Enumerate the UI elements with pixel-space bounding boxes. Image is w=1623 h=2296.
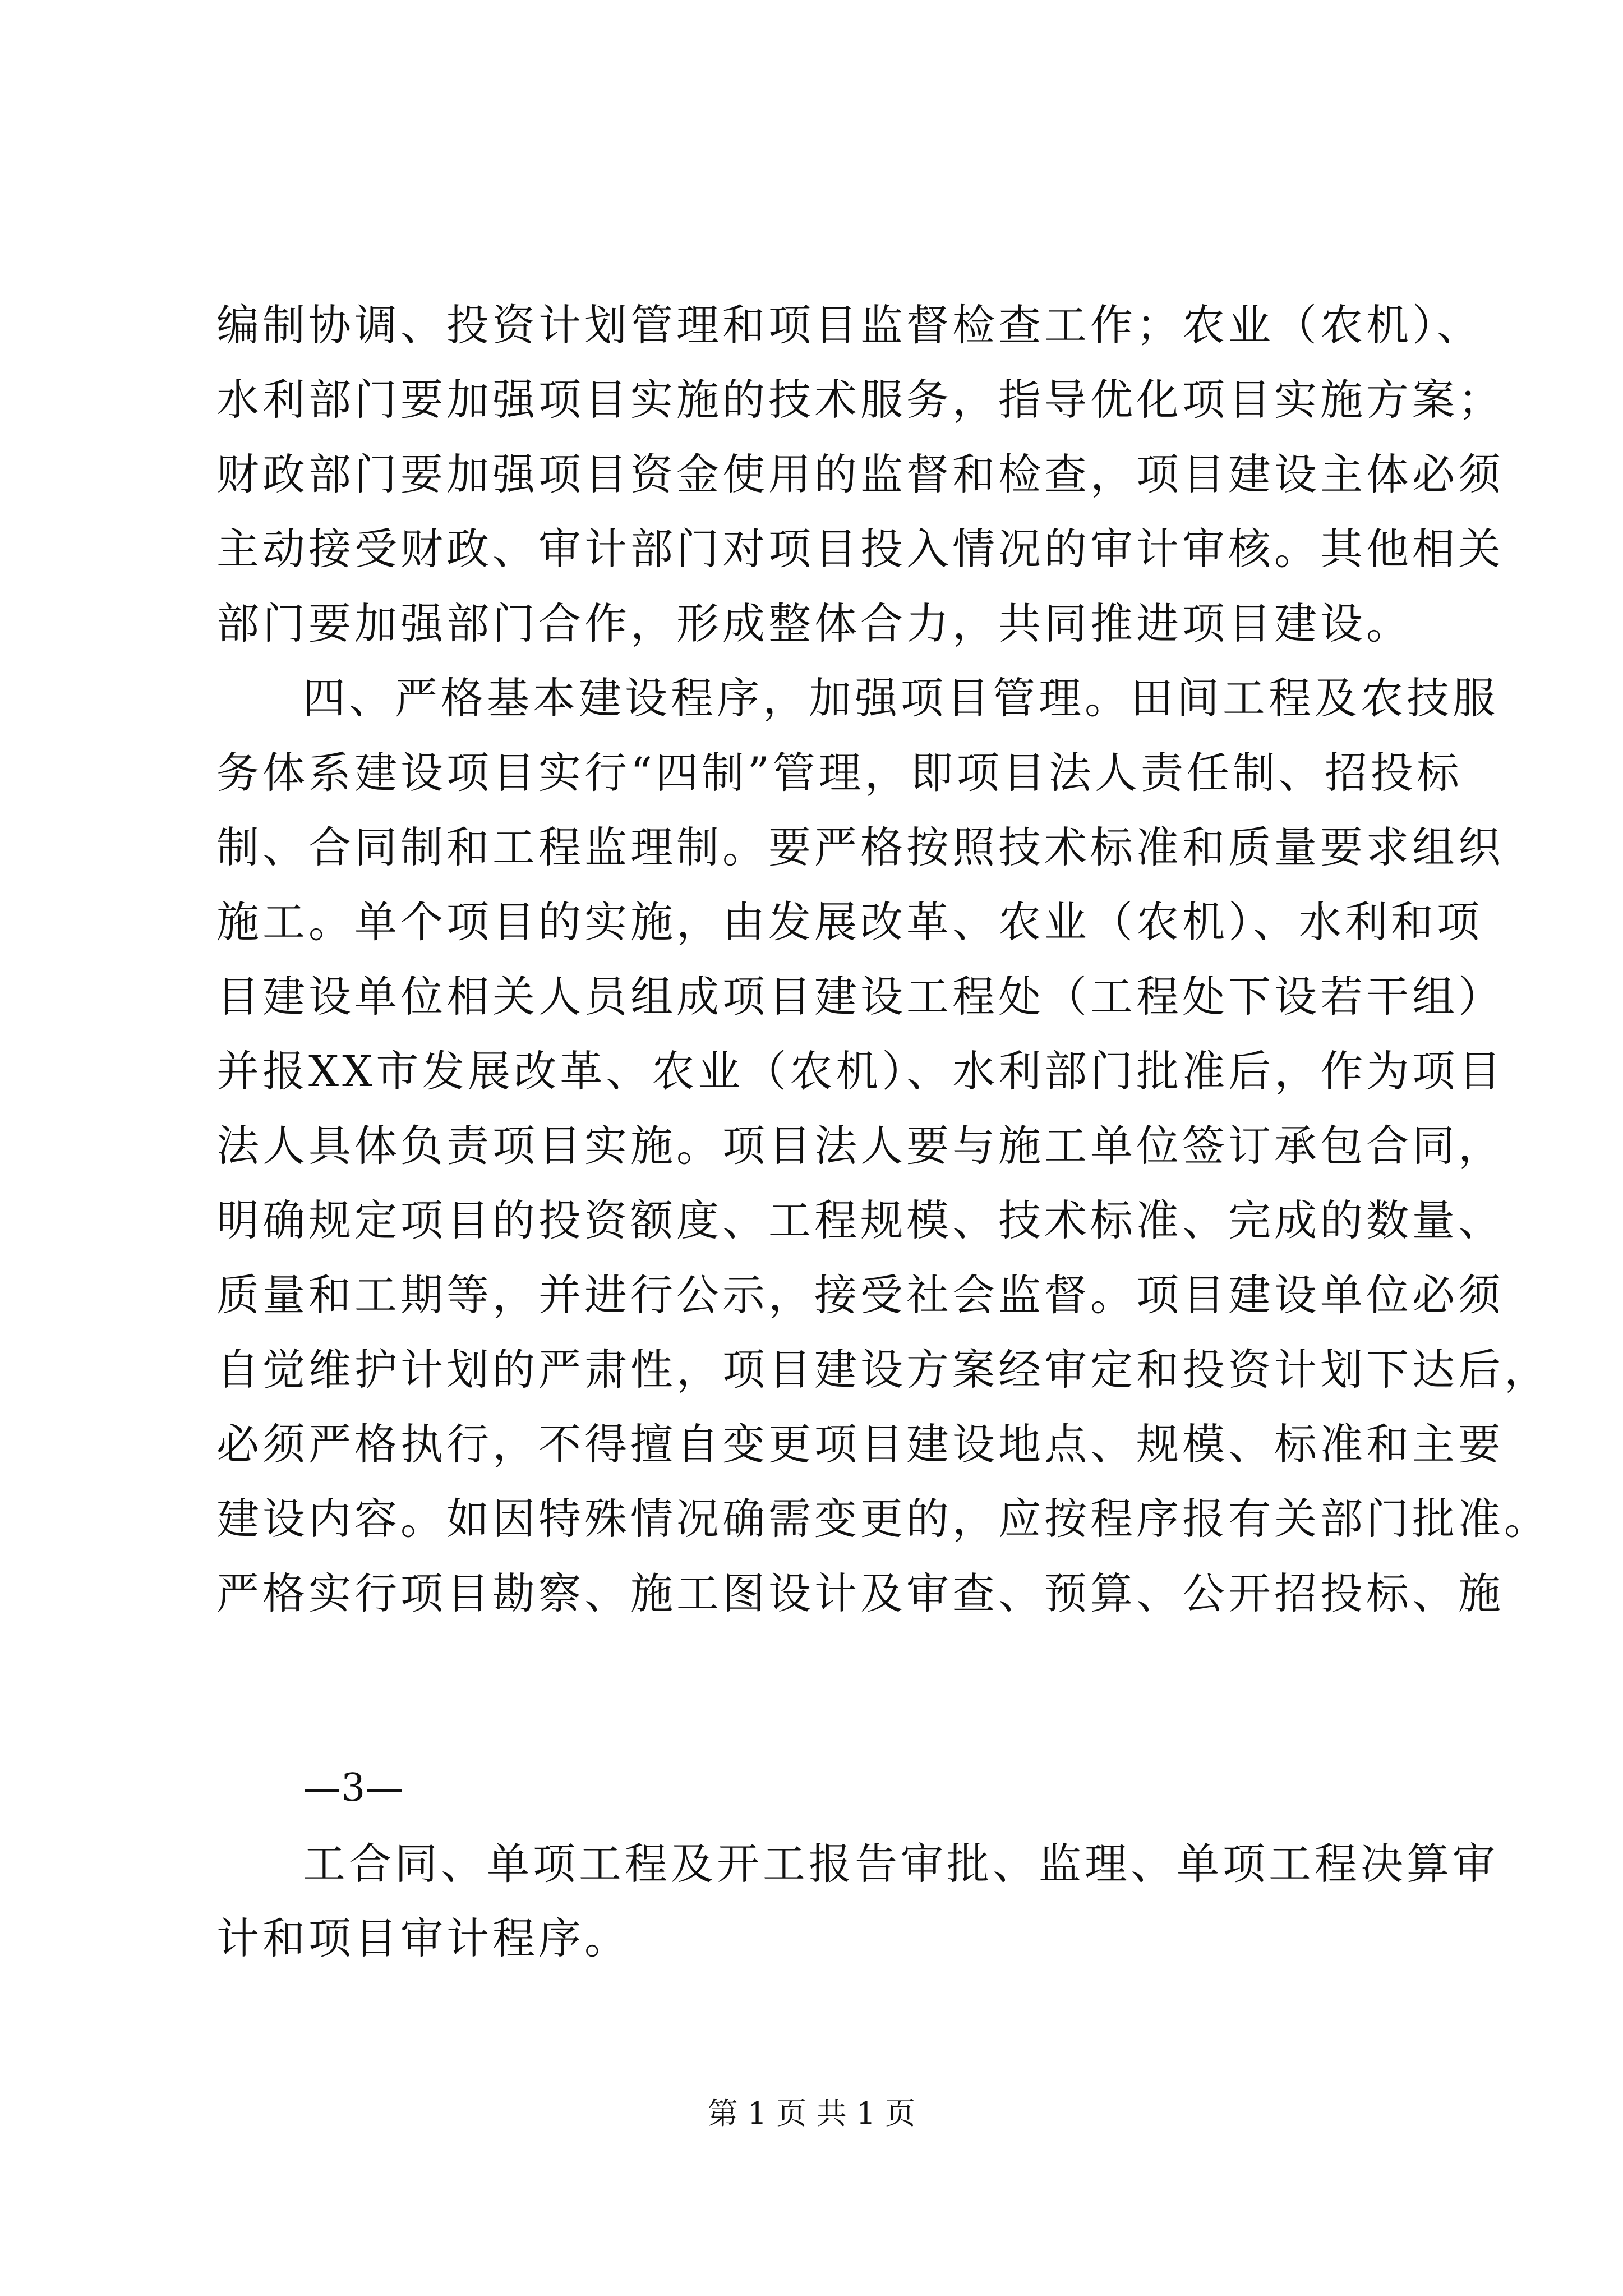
body-line-16: 必须严格执行，不得擅自变更项目建设地点、规模、标准和主要	[216, 1419, 1504, 1469]
body-line-14: 质量和工期等，并进行公示，接受社会监督。项目建设单位必须	[216, 1270, 1504, 1320]
body-line-2: 水利部门要加强项目实施的技术服务，指导优化项目实施方案；	[216, 375, 1504, 425]
body-line-7: 务体系建设项目实行“四制”管理，即项目法人责任制、招投标	[216, 748, 1463, 798]
body-line-15: 自觉维护计划的严肃性，项目建设方案经审定和投资计划下达后，	[216, 1345, 1550, 1395]
body-line-18: 严格实行项目勘察、施工图设计及审查、预算、公开招投标、施	[216, 1568, 1504, 1618]
body-line-5: 部门要加强部门合作，形成整体合力，共同推进项目建设。	[216, 599, 1412, 648]
body-line-12: 法人具体负责项目实施。项目法人要与施工单位签订承包合同，	[216, 1121, 1504, 1171]
continuation-line-1: 工合同、单项工程及开工报告审批、监理、单项工程决算审	[303, 1839, 1498, 1889]
body-line-1: 编制协调、投资计划管理和项目监督检查工作；农业（农机）、	[216, 300, 1483, 350]
body-line-10: 目建设单位相关人员组成项目建设工程处（工程处下设若干组）	[216, 972, 1504, 1022]
body-line-3: 财政部门要加强项目资金使用的监督和检查，项目建设主体必须	[216, 449, 1504, 499]
section-four-heading-line: 四、严格基本建设程序，加强项目管理。田间工程及农技服	[303, 673, 1498, 723]
page-footer: 第 1 页 共 1 页	[707, 2096, 916, 2131]
body-line-17: 建设内容。如因特殊情况确需变更的，应按程序报有关部门批准。	[216, 1494, 1550, 1544]
body-line-9: 施工。单个项目的实施，由发展改革、农业（农机）、水利和项	[216, 897, 1483, 947]
body-line-13: 明确规定项目的投资额度、工程规模、技术标准、完成的数量、	[216, 1195, 1504, 1245]
page-number-marker: —3—	[303, 1766, 404, 1810]
continuation-line-2: 计和项目审计程序。	[216, 1913, 630, 1963]
body-line-4: 主动接受财政、审计部门对项目投入情况的审计审核。其他相关	[216, 524, 1504, 574]
body-line-11: 并报XX市发展改革、农业（农机）、水利部门批准后，作为项目	[216, 1046, 1505, 1096]
body-line-8: 制、合同制和工程监理制。要严格按照技术标准和质量要求组织	[216, 822, 1504, 872]
